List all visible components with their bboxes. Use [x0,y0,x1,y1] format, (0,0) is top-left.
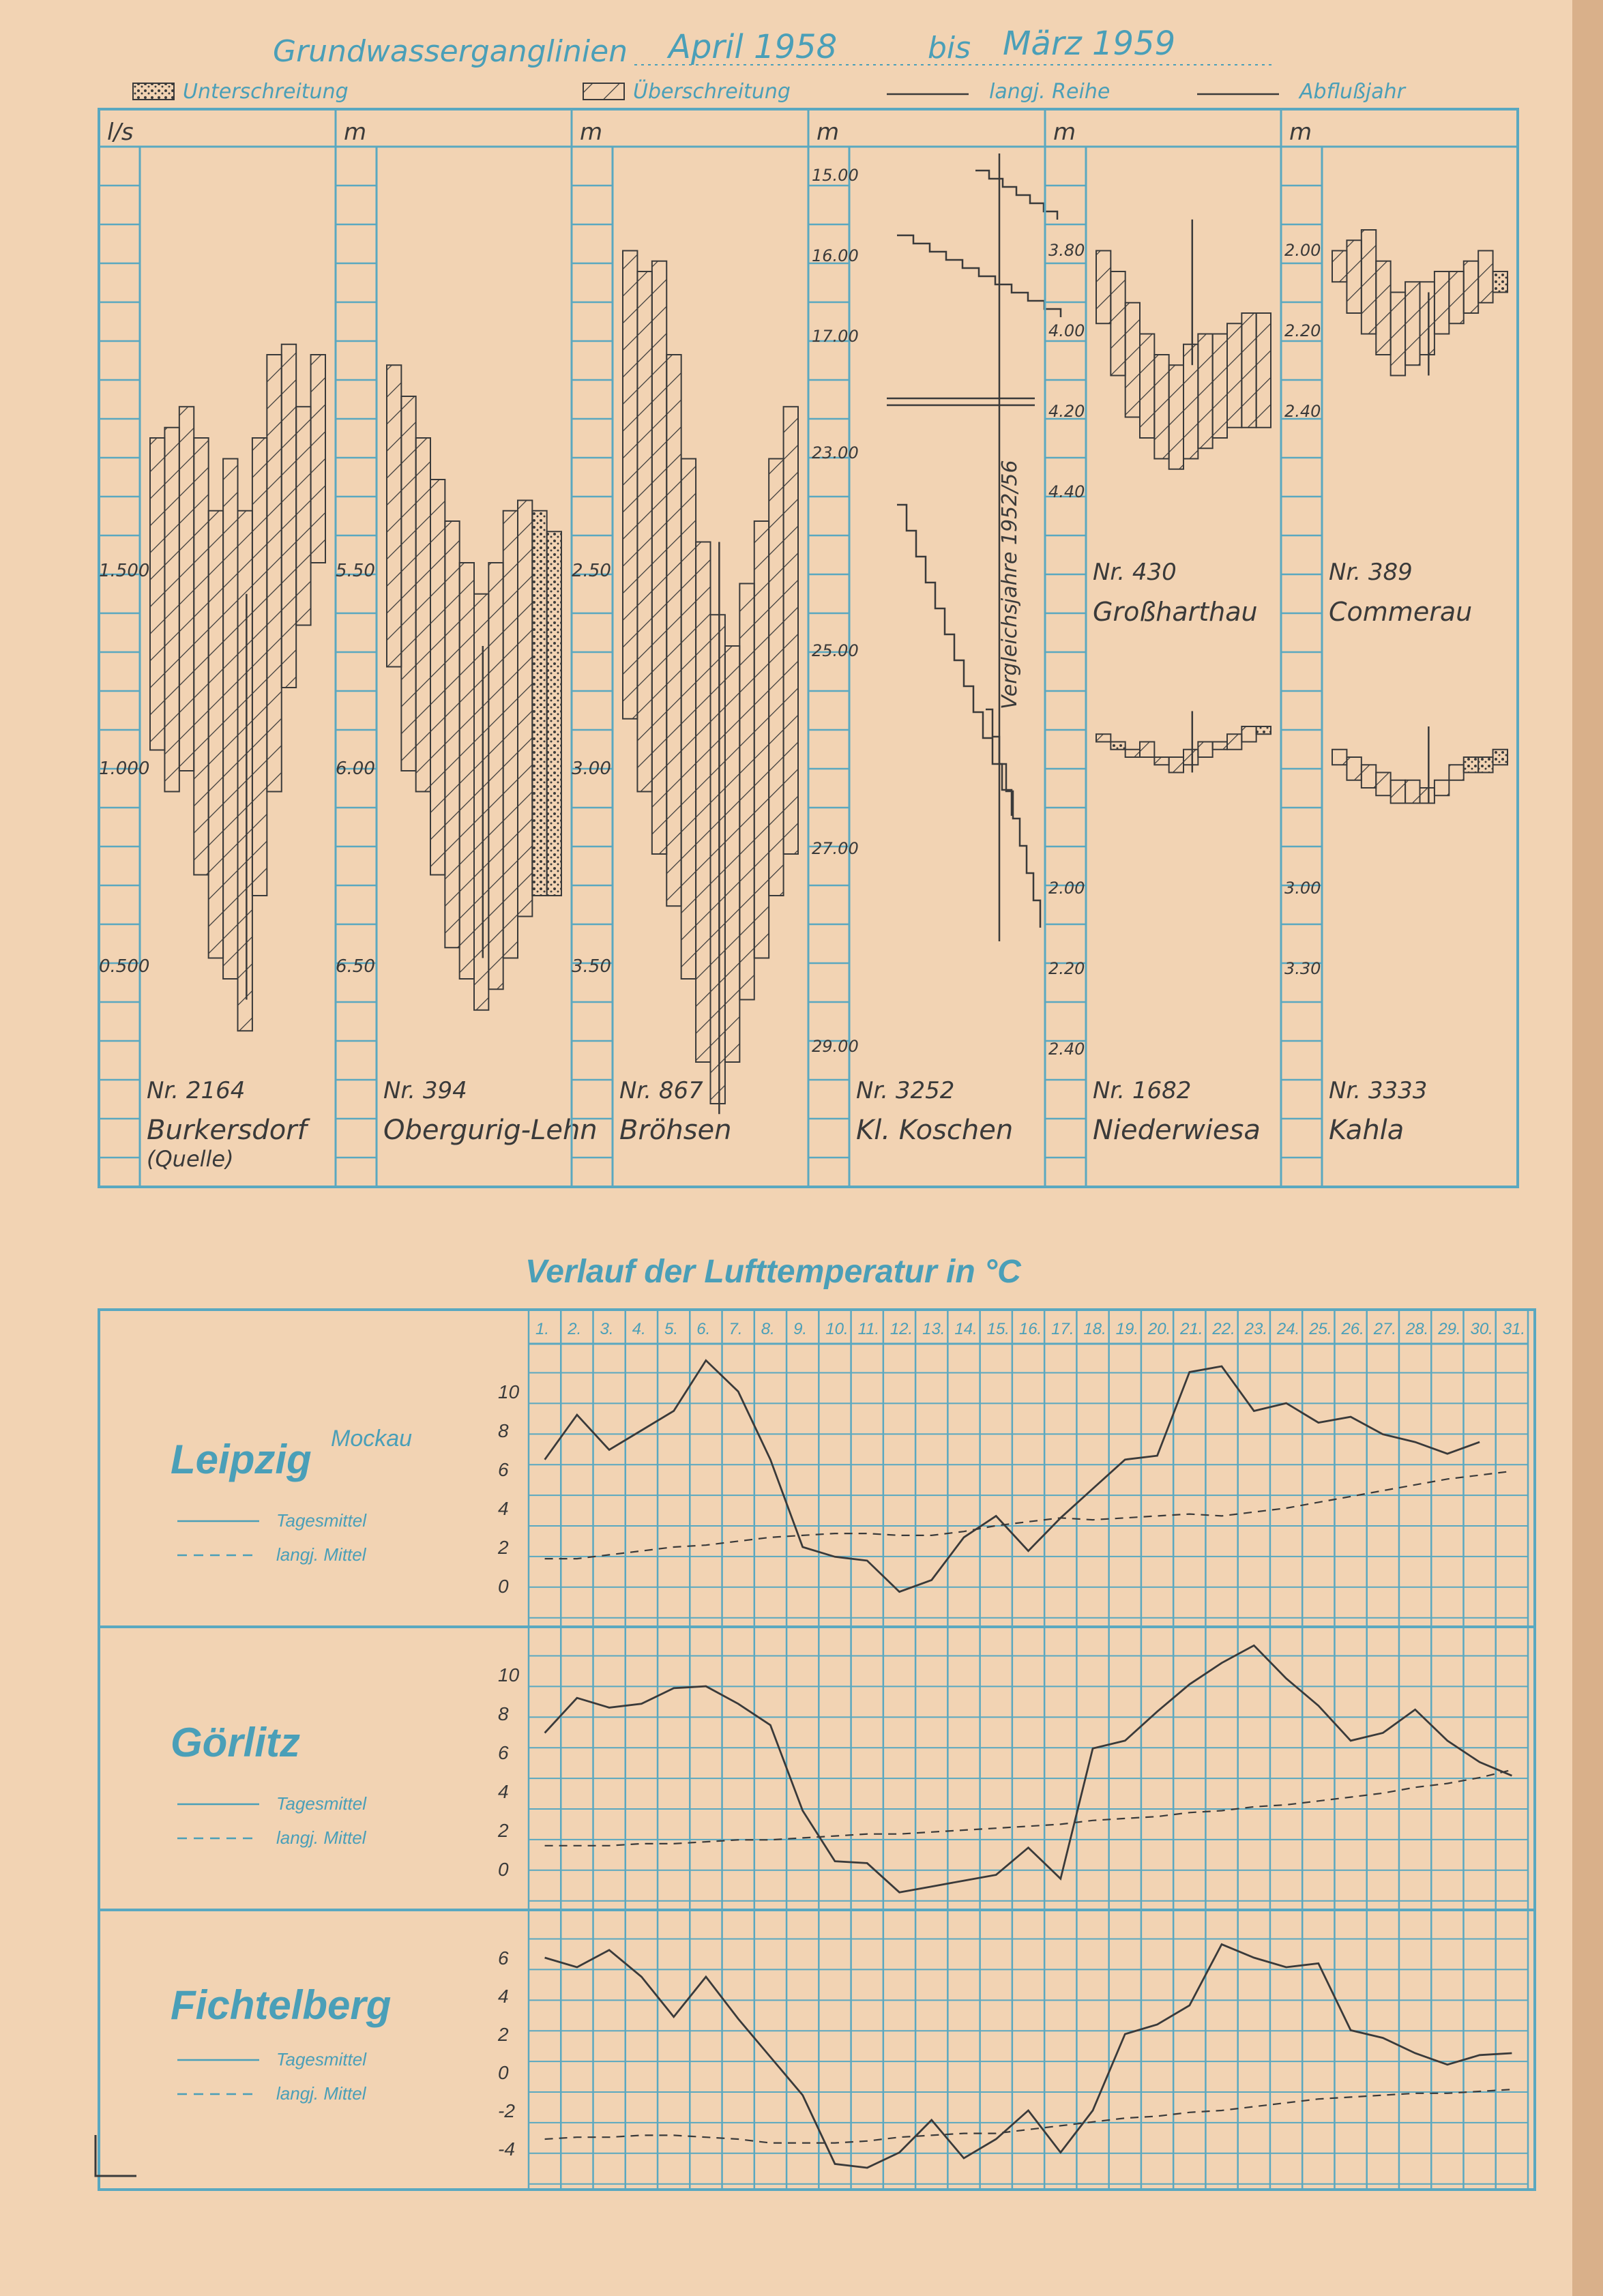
day-label: 24. [1276,1320,1300,1338]
gw-panel-2-hydro-month-11 [532,511,546,896]
gw-panel-2-hydro-month-5 [445,521,459,947]
gw-panel-5-hydro-month-10 [1227,734,1241,750]
gw-panel-3-hydro-month-8 [725,646,739,1062]
day-label: 9. [793,1320,808,1338]
gw-panel-5-name: Niederwiesa [1093,1115,1261,1146]
gw-panel-5-hydro-month-3 [1126,750,1140,757]
gw-panel-1-hydro-month-4 [194,438,208,875]
gw-panel-4-tick-1: 23.00 [812,443,859,462]
temp-panel-2-ytick: 10 [498,1664,520,1686]
gw-panel-2-hydro-month-4 [430,480,445,875]
gw-panel-6-upper-hydro-month-11 [1478,251,1492,303]
gw-panel-6-upper-hydro-month-8 [1435,271,1449,334]
gw-panel-1-hydro-month-9 [267,355,281,792]
temp-panel-1-ytick: 4 [498,1498,509,1519]
gw-panel-5-hydro-month-5 [1154,757,1168,765]
temp-panel-2-ytick: 6 [498,1742,509,1763]
day-label: 21. [1180,1320,1203,1338]
legend-runoff-label: Abflußjahr [1299,80,1405,104]
gw-panel-1-hydro-month-7 [238,511,252,1031]
temp-panel-1-ytick: 6 [498,1459,509,1480]
gw-panel-3-hydro-month-10 [754,521,769,958]
day-label: 6. [696,1320,711,1338]
gw-panel-6-upper-nr: Nr. 389 [1329,559,1413,586]
gw-panel-3-tick-3: 3.50 [572,956,611,977]
gw-panel-6-nr: Nr. 3333 [1329,1077,1428,1104]
gw-panel-2-tick-1: 5.50 [336,561,375,581]
gw-panel-2-tick-3: 6.50 [336,956,375,977]
temp-panel-2-legend-daily: Tagesmittel [276,1793,366,1814]
day-label: 15. [986,1320,1010,1338]
day-label: 30. [1470,1320,1493,1338]
gw-panel-1-tick-2: 1.000 [99,759,150,779]
temp-panel-3-ytick: 6 [498,1947,509,1969]
gw-panel-5-upper-hydro-month-4 [1140,334,1154,439]
gw-panel-6-upper-hydro-month-12 [1493,271,1508,293]
gw-panel-2-name: Obergurig-Lehn [383,1115,598,1146]
day-label: 4. [632,1320,646,1338]
gw-panel-5-nr: Nr. 1682 [1093,1077,1192,1104]
temp-panel-2-ytick: 4 [498,1781,509,1802]
day-label: 26. [1341,1320,1364,1338]
gw-panel-2-hydro-month-8 [488,563,503,989]
legend-under-swatch [133,83,174,100]
gw-panel-6-hydro-month-6 [1405,780,1420,804]
gw-panel-3-unit: m [580,119,603,146]
day-label: 1. [535,1320,550,1338]
gw-panel-5-upper-hydro-month-5 [1154,355,1168,459]
gw-panel-4-upper-tick-1: 15.00 [812,166,859,185]
right-page-edge [1572,0,1603,2296]
gw-panel-4-unit: m [817,119,840,146]
gw-panel-1-hydro-month-11 [296,407,310,625]
temp-panel-2-ytick: 8 [498,1703,509,1724]
temp-panel-3-legend-daily: Tagesmittel [276,2049,366,2070]
gw-panel-5-hydro-month-9 [1213,742,1227,750]
temp-panel-3-ytick: -4 [498,2138,515,2160]
gw-panel-3-hydro-month-2 [637,271,651,792]
gw-panel-6-hydro-month-10 [1464,757,1478,773]
gw-panel-5-upper-hydro-month-11 [1241,313,1256,428]
gw-panel-4-upper-tick-3: 17.00 [812,327,859,346]
gw-panel-3-hydro-month-3 [652,261,666,854]
legend-longterm-label: langj. Reihe [989,80,1111,104]
gw-panel-3-hydro-month-6 [696,542,710,1063]
groundwater-title-bis: bis [928,31,971,65]
gw-panel-6-upper-hydro-month-6 [1405,282,1420,365]
gw-panel-5-hydro-month-4 [1140,742,1154,758]
gw-panel-6-hydro-month-11 [1478,757,1492,773]
gw-panel-6-upper-hydro-month-9 [1449,271,1463,323]
temp-panel-1-ytick: 2 [498,1537,509,1558]
gw-panel-1-tick-1: 1.500 [99,561,150,581]
gw-panel-3-tick-2: 3.00 [572,759,611,779]
day-label: 19. [1115,1320,1139,1338]
gw-panel-6-upper-hydro-month-1 [1332,251,1347,282]
groundwater-title-prefix: Grundwasserganglinien [273,34,628,69]
gw-panel-6-hydro-month-4 [1376,773,1390,796]
temp-panel-3-station-name: Fichtelberg [171,1982,392,2028]
day-label: 31. [1502,1320,1526,1338]
gw-panel-6-hydro-month-1 [1332,750,1347,765]
day-label: 20. [1147,1320,1171,1338]
temp-panel-3-ytick: 4 [498,1986,509,2007]
day-label: 12. [889,1320,913,1338]
day-label: 7. [729,1320,743,1338]
gw-panel-2-unit: m [344,119,367,146]
gw-panel-6-name: Kahla [1329,1115,1405,1146]
legend-under-label: Unterschreitung [183,80,349,104]
gw-panel-3-name: Bröhsen [619,1115,732,1146]
gw-panel-2-hydro-month-9 [503,511,518,958]
gw-panel-4-nr: Nr. 3252 [856,1077,955,1104]
gw-panel-6-upper-hydro-month-7 [1420,282,1435,355]
gw-panel-5-hydro-month-2 [1111,742,1125,750]
temp-panel-1-station-suffix: Mockau [331,1426,413,1452]
gw-panel-1-nr: Nr. 2164 [147,1077,246,1104]
temp-panel-3-ytick: 2 [498,2024,509,2045]
gw-panel-2-tick-2: 6.00 [336,759,375,779]
gw-panel-6-upper-tick-3: 2.40 [1284,402,1321,421]
gw-panel-4-tick-2: 25.00 [812,641,859,660]
day-label: 25. [1309,1320,1332,1338]
gw-panel-2-hydro-month-6 [460,563,474,979]
gw-panel-3-tick-1: 2.50 [572,561,611,581]
gw-panel-2-hydro-month-3 [416,438,430,792]
day-label: 29. [1438,1320,1461,1338]
gw-panel-5-upper-hydro-month-3 [1126,303,1140,417]
gw-panel-6-hydro-month-3 [1362,765,1376,788]
gw-panel-3-hydro-month-1 [623,251,637,719]
day-label: 5. [664,1320,679,1338]
gw-panel-3-hydro-month-4 [666,355,681,906]
gw-panel-5-hydro-month-8 [1198,742,1212,758]
gw-panel-5-upper-hydro-month-1 [1096,251,1111,324]
day-label: 11. [857,1320,880,1338]
gw-panel-3-hydro-month-11 [769,459,783,896]
gw-panel-6-upper-hydro-month-3 [1362,230,1376,334]
gw-panel-5-hydro-month-11 [1241,726,1256,742]
gw-panel-2-hydro-month-7 [474,594,488,1010]
groundwater-title-from: April 1958 [668,28,838,66]
gw-panel-2-nr: Nr. 394 [383,1077,467,1104]
gw-panel-5-tick-1: 2.00 [1048,879,1085,898]
gw-panel-4-name: Kl. Koschen [856,1115,1014,1146]
day-label: 3. [600,1320,614,1338]
legend-over-label: Überschreitung [633,80,791,104]
day-label: 10. [825,1320,849,1338]
gw-panel-1-hydro-month-5 [209,511,223,958]
gw-panel-6-unit: m [1289,119,1312,146]
gw-panel-5-upper-hydro-month-9 [1213,334,1227,439]
day-label: 2. [568,1320,582,1338]
day-label: 22. [1212,1320,1235,1338]
temp-panel-3-ytick: 0 [498,2062,509,2083]
temp-panel-2-station-name: Görlitz [171,1720,300,1765]
temp-panel-1-legend-long: langj. Mittel [276,1544,366,1565]
gw-panel-1-name: Burkersdorf [147,1115,307,1146]
gw-panel-3-hydro-month-12 [784,407,798,854]
temp-panel-3-ytick: -2 [498,2100,515,2121]
day-label: 8. [761,1320,775,1338]
gw-panel-5-tick-2: 2.20 [1048,959,1085,978]
gw-panel-6-tick-1: 3.00 [1284,879,1321,898]
gw-panel-3-hydro-month-7 [711,615,725,1104]
gw-panel-5-tick-3: 2.40 [1048,1040,1085,1059]
temp-panel-2-ytick: 2 [498,1820,509,1841]
gw-panel-5-upper-tick-3: 4.20 [1048,402,1085,421]
gw-panel-3-hydro-month-9 [739,584,754,1000]
gw-panel-5-upper-nr: Nr. 430 [1093,559,1177,586]
gw-panel-1-sub: (Quelle) [147,1146,234,1172]
gw-panel-1-hydro-month-3 [179,407,194,771]
gw-panel-3-nr: Nr. 867 [619,1077,703,1104]
gw-panel-2-hydro-month-12 [547,531,561,896]
gw-panel-5-hydro-month-12 [1256,726,1271,734]
gw-panel-1-hydro-month-8 [252,438,267,896]
gw-panel-6-hydro-month-5 [1391,780,1405,804]
gw-panel-6-hydro-month-2 [1347,757,1361,780]
gw-panel-6-upper-hydro-month-5 [1391,293,1405,376]
legend-over-swatch [583,83,624,100]
groundwater-title-to: März 1959 [1003,25,1176,63]
temperature-title: Verlauf der Lufttemperatur in °C [525,1254,1021,1290]
gw-panel-5-upper-hydro-month-2 [1111,271,1125,376]
gw-panel-4-note: Vergleichsjahre 1952/56 [998,460,1022,709]
gw-panel-4-tick-3: 27.00 [812,839,859,858]
gw-panel-6-hydro-month-7 [1420,788,1435,804]
gw-panel-5-upper-tick-1: 3.80 [1048,241,1085,260]
day-label: 14. [954,1320,977,1338]
gw-panel-6-upper-tick-2: 2.20 [1284,321,1321,340]
gw-panel-2-hydro-month-2 [401,396,415,771]
gw-panel-6-upper-hydro-month-10 [1464,261,1478,313]
gw-panel-1-tick-3: 0.500 [99,956,150,977]
gw-panel-1-unit: l/s [107,119,134,146]
gw-panel-1-hydro-month-1 [150,438,164,750]
gw-panel-5-upper-hydro-month-8 [1198,334,1212,449]
gw-panel-5-hydro-month-7 [1183,750,1198,765]
gw-panel-1-hydro-month-2 [164,428,179,792]
gw-panel-6-hydro-month-9 [1449,765,1463,780]
gw-panel-2-hydro-month-10 [518,501,532,917]
gw-panel-5-upper-tick-2: 4.00 [1048,321,1085,340]
gw-panel-5-upper-hydro-month-12 [1256,313,1271,428]
day-label: 27. [1373,1320,1397,1338]
gw-panel-5-hydro-month-1 [1096,734,1111,741]
gw-panel-6-tick-2: 3.30 [1284,959,1321,978]
gw-panel-6-upper-hydro-month-4 [1376,261,1390,355]
gw-panel-3-hydro-month-5 [681,459,696,980]
gw-panel-6-upper-name: Commerau [1329,597,1473,627]
gw-panel-5-upper-hydro-month-10 [1227,323,1241,428]
day-label: 28. [1405,1320,1429,1338]
gw-panel-1-hydro-month-10 [282,344,296,688]
gw-panel-4-tick-4: 29.00 [812,1037,859,1056]
gw-panel-5-upper-hydro-month-6 [1169,365,1183,469]
gw-panel-1-hydro-month-6 [223,459,237,980]
gw-panel-5-upper-hydro-month-7 [1183,344,1198,459]
temp-panel-1-legend-daily: Tagesmittel [276,1510,366,1531]
gw-panel-2-hydro-month-1 [387,365,401,666]
gw-panel-4-upper-tick-2: 16.00 [812,246,859,265]
gw-panel-1-hydro-month-12 [311,355,325,563]
gw-panel-6-hydro-month-12 [1493,750,1508,765]
temp-panel-2-legend-long: langj. Mittel [276,1827,366,1848]
temp-panel-1-ytick: 8 [498,1420,509,1441]
temp-panel-3-legend-long: langj. Mittel [276,2083,366,2104]
gw-panel-5-unit: m [1053,119,1076,146]
day-label: 17. [1051,1320,1074,1338]
gw-panel-6-upper-tick-1: 2.00 [1284,241,1321,260]
gw-panel-5-upper-name: Großharthau [1093,597,1258,627]
gw-panel-5-hydro-month-6 [1169,757,1183,773]
temp-panel-2-ytick: 0 [498,1859,509,1880]
day-label: 23. [1244,1320,1268,1338]
gw-panel-5-upper-tick-4: 4.40 [1048,482,1085,501]
temp-panel-1-ytick: 0 [498,1576,509,1597]
temp-panel-1-station-name: Leipzig [171,1437,312,1482]
day-label: 13. [922,1320,945,1338]
temp-panel-1-ytick: 10 [498,1381,520,1402]
day-label: 18. [1083,1320,1106,1338]
gw-panel-6-upper-hydro-month-2 [1347,240,1361,313]
gw-panel-6-hydro-month-8 [1435,780,1449,796]
day-label: 16. [1018,1320,1042,1338]
